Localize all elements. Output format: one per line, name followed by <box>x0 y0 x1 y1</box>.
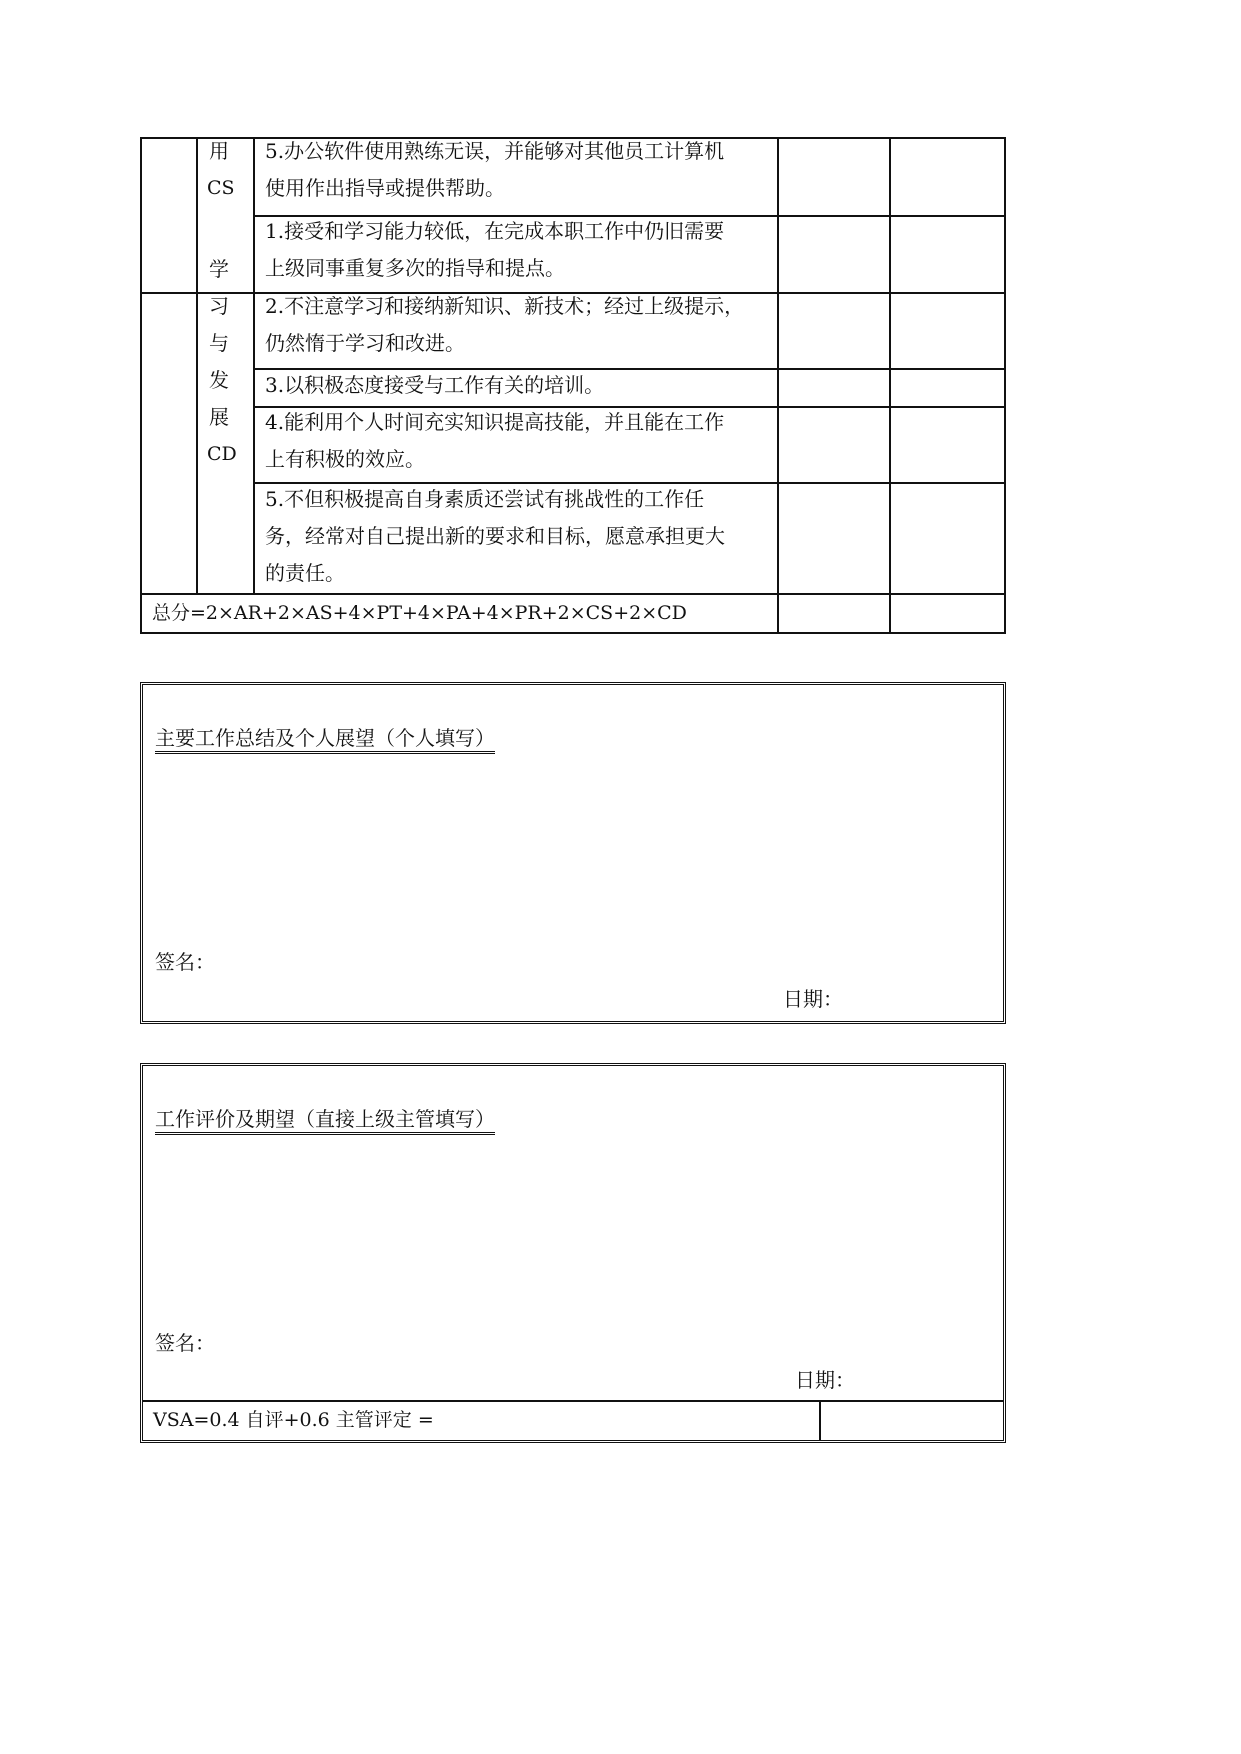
criteria-line: 的责任。 <box>265 561 345 585</box>
score-cell[interactable] <box>892 218 1003 291</box>
criteria-line: 上级同事重复多次的指导和提点。 <box>265 256 565 280</box>
criteria-line: 5.不但积极提高自身素质还尝试有挑战性的工作任 <box>265 487 705 511</box>
score-cell[interactable] <box>892 140 1003 214</box>
category-cs-char: 用 <box>209 139 229 163</box>
total-score-cell[interactable] <box>780 596 888 631</box>
vsa-col-divider <box>819 1400 821 1440</box>
criteria-line: 2.不注意学习和接纳新知识、新技术；经过上级提示， <box>265 294 745 318</box>
table-col-divider <box>253 137 255 595</box>
sign-label: 签名： <box>155 950 215 974</box>
score-cell[interactable] <box>780 485 888 592</box>
supervisor-evaluation-title: 工作评价及期望（直接上级主管填写） <box>155 1106 495 1135</box>
sign-label: 签名： <box>155 1331 215 1355</box>
score-cell[interactable] <box>780 140 888 214</box>
criteria-line: 务，经常对自己提出新的要求和目标，愿意承担更大 <box>265 524 725 548</box>
criteria-line: 上有积极的效应。 <box>265 447 425 471</box>
table-col-divider <box>777 137 779 634</box>
category-cs-code: CS <box>207 177 235 199</box>
evaluation-table <box>0 0 1241 640</box>
supervisor-evaluation-entry-area[interactable] <box>153 1146 993 1296</box>
criteria-line: 使用作出指导或提供帮助。 <box>265 176 505 200</box>
category-cd-char: 学 <box>209 257 229 281</box>
table-col-divider <box>889 137 891 634</box>
category-cd-char: 展 <box>209 405 229 429</box>
self-summary-box <box>140 682 1006 1024</box>
vsa-formula: VSA=0.4 自评+0.6 主管评定 = <box>153 1409 434 1431</box>
vsa-score-cell[interactable] <box>823 1403 1001 1439</box>
score-cell[interactable] <box>780 409 888 481</box>
date-label: 日期： <box>783 987 843 1011</box>
date-label: 日期： <box>795 1368 855 1392</box>
table-right-border <box>1004 137 1006 634</box>
table-col-divider <box>196 137 198 595</box>
self-summary-title: 主要工作总结及个人展望（个人填写） <box>155 725 495 754</box>
criteria-line: 仍然惰于学习和改进。 <box>265 331 465 355</box>
score-cell[interactable] <box>780 295 888 367</box>
total-score-cell[interactable] <box>892 596 1003 631</box>
score-cell[interactable] <box>780 371 888 405</box>
category-cd-char: 与 <box>209 331 229 355</box>
supervisor-evaluation-box <box>140 1063 1006 1443</box>
criteria-line: 3.以积极态度接受与工作有关的培训。 <box>265 373 605 397</box>
category-cd-code: CD <box>207 443 237 465</box>
total-score-formula: 总分=2×AR+2×AS+4×PT+4×PA+4×PR+2×CS+2×CD <box>152 602 687 624</box>
score-cell[interactable] <box>892 295 1003 367</box>
score-cell[interactable] <box>780 218 888 291</box>
score-cell[interactable] <box>892 409 1003 481</box>
criteria-line: 5.办公软件使用熟练无误，并能够对其他员工计算机 <box>265 139 725 163</box>
score-cell[interactable] <box>892 371 1003 405</box>
table-left-border <box>140 137 142 634</box>
score-cell[interactable] <box>892 485 1003 592</box>
criteria-line: 1.接受和学习能力较低，在完成本职工作中仍旧需要 <box>265 219 725 243</box>
category-cd-char: 习 <box>209 294 229 318</box>
table-bottom-border <box>140 632 1006 634</box>
self-summary-entry-area[interactable] <box>153 765 993 915</box>
category-cd-char: 发 <box>209 368 229 392</box>
criteria-line: 4.能利用个人时间充实知识提高技能，并且能在工作 <box>265 410 725 434</box>
